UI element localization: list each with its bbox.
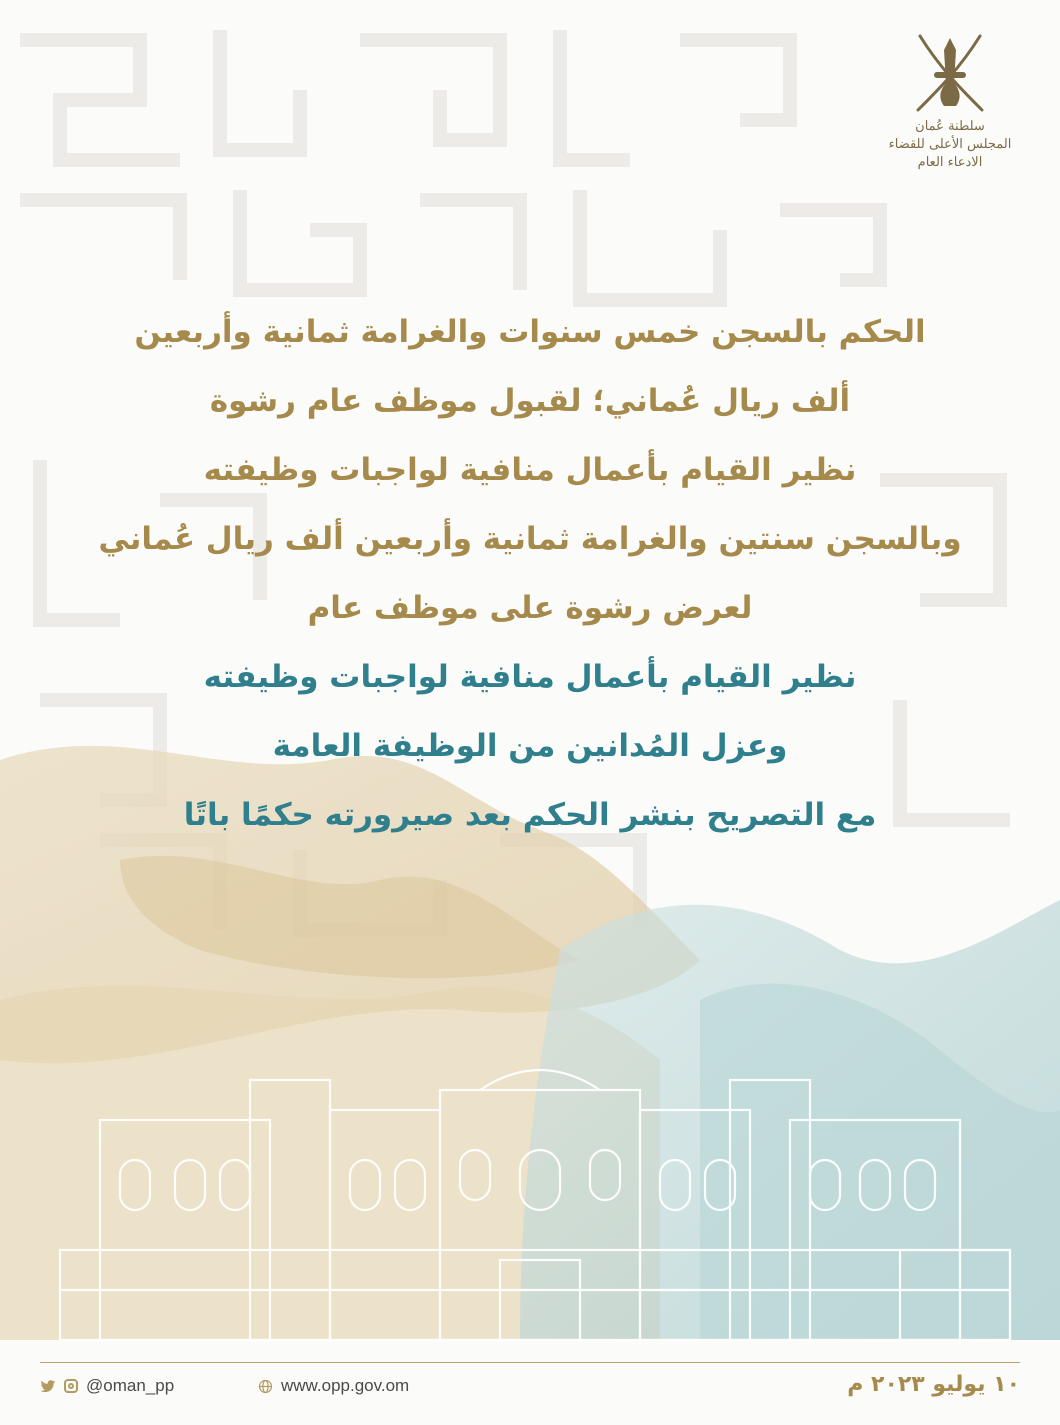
emblem-text-line: الادعاء العام bbox=[917, 155, 983, 170]
emblem bbox=[880, 28, 1020, 203]
website-url[interactable]: www.opp.gov.om bbox=[281, 1376, 410, 1395]
statement-line: نظير القيام بأعمال منافية لواجبات وظيفته bbox=[203, 659, 857, 695]
statement-line: وعزل المُدانين من الوظيفة العامة bbox=[272, 728, 788, 764]
khanjar-emblem-icon bbox=[910, 28, 990, 118]
social-links bbox=[40, 1376, 174, 1396]
statement-line: مع التصريح بنشر الحكم بعد صيرورته حكمًا باتًا bbox=[183, 797, 877, 833]
statement-line: الحكم بالسجن خمس سنوات والغرامة ثمانية وأربعين bbox=[134, 314, 926, 350]
statement-line: نظير القيام بأعمال منافية لواجبات وظيفته bbox=[203, 452, 857, 488]
twitter-icon[interactable] bbox=[40, 1380, 56, 1393]
emblem-text-line: سلطنة عُمان bbox=[915, 119, 985, 134]
publication-date: ١٠ يوليو ٢٠٢٣ م bbox=[847, 1372, 1020, 1397]
statement-line: ألف ريال عُماني؛ لقبول موظف عام رشوة bbox=[209, 383, 851, 419]
website-link bbox=[258, 1376, 409, 1396]
verdict-statement bbox=[40, 298, 1020, 850]
globe-icon bbox=[258, 1379, 273, 1394]
statement-line: لعرض رشوة على موظف عام bbox=[307, 590, 753, 626]
instagram-icon[interactable] bbox=[64, 1379, 78, 1393]
emblem-text-line: المجلس الأعلى للقضاء bbox=[888, 137, 1012, 152]
footer bbox=[0, 1362, 1060, 1412]
footer-divider bbox=[40, 1362, 1020, 1363]
statement-line: وبالسجن سنتين والغرامة ثمانية وأربعين ألف ريال عُماني bbox=[98, 521, 962, 557]
social-handle[interactable]: @oman_pp bbox=[86, 1376, 175, 1395]
